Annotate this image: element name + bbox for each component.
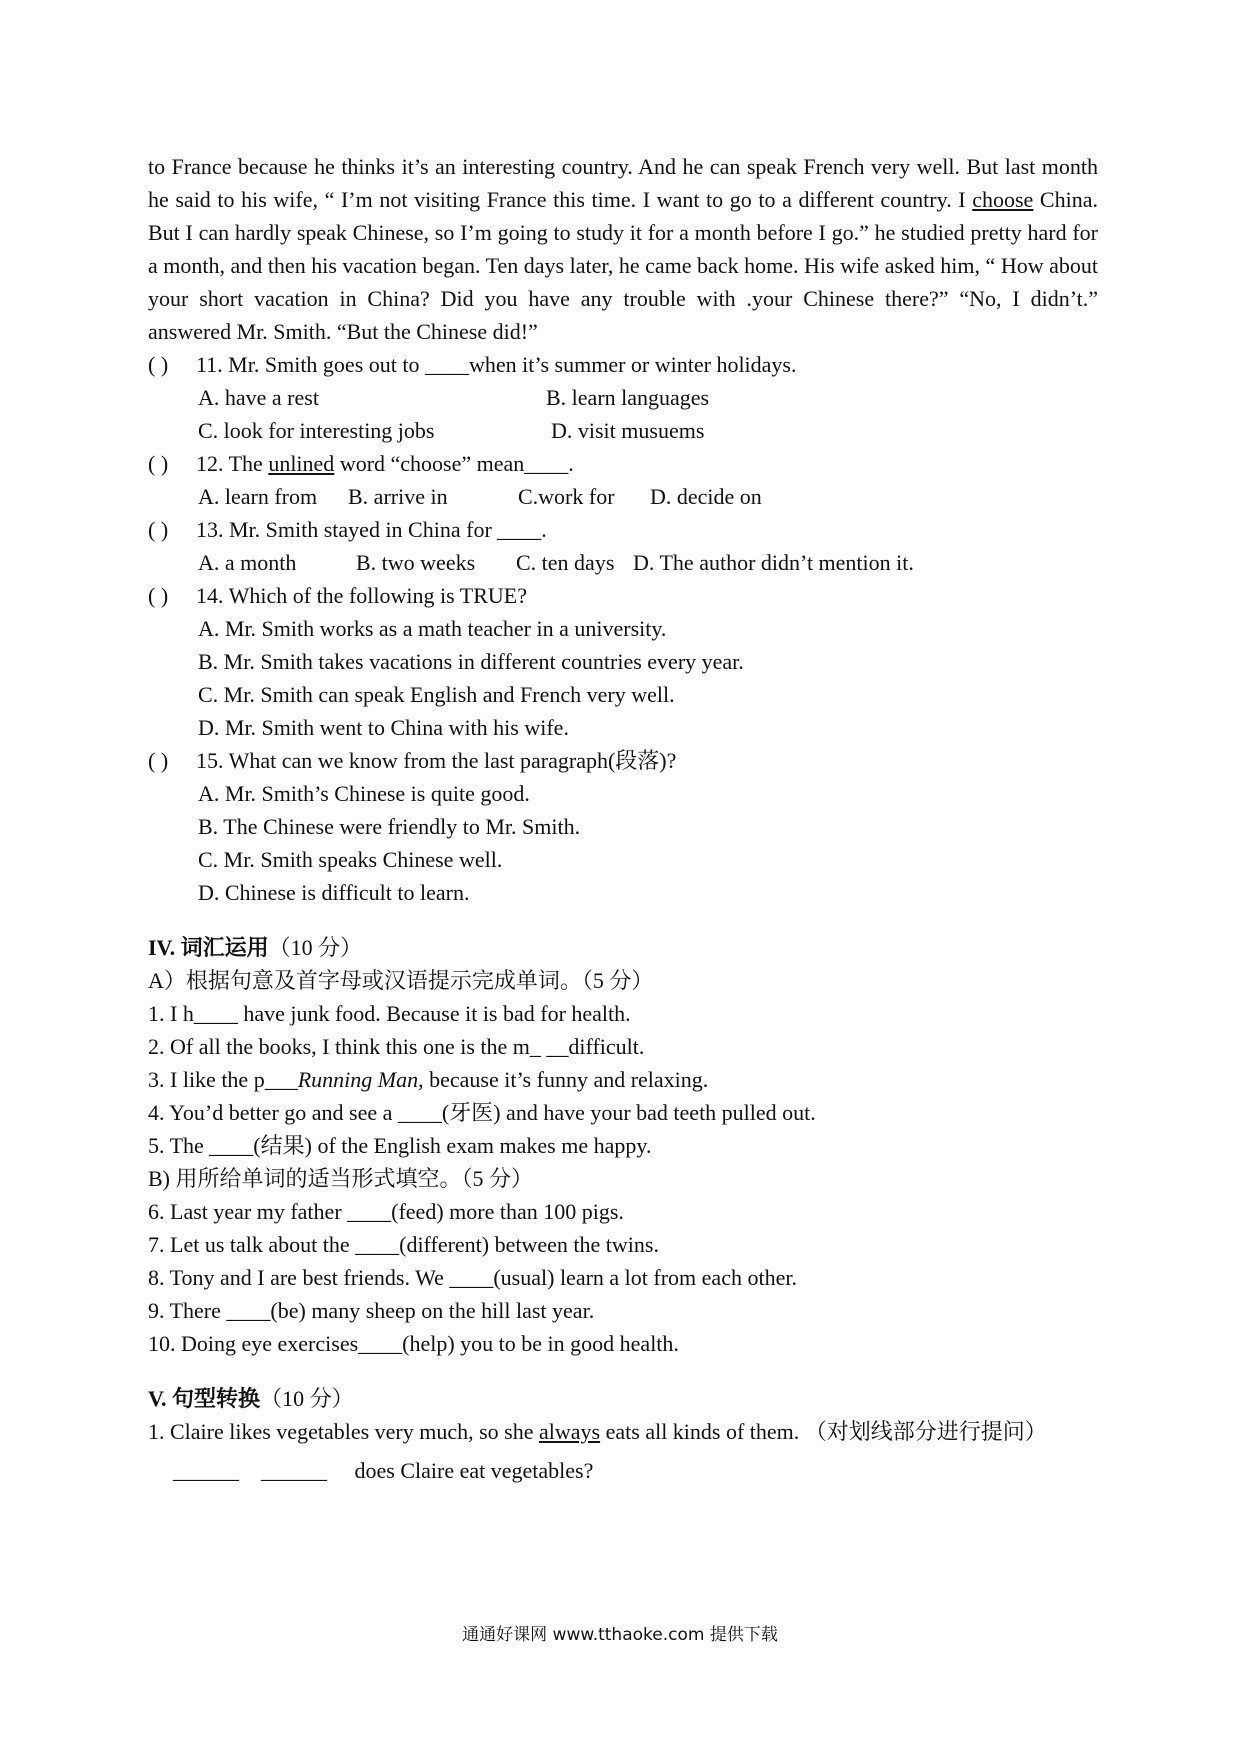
item-text: eats all kinds of them. （对划线部分进行提问）: [600, 1419, 1047, 1444]
underlined-word: always: [539, 1419, 601, 1444]
reading-passage: [148, 150, 1098, 348]
underlined-word: choose: [972, 187, 1034, 212]
option-d: D. visit musuems: [551, 418, 705, 443]
option-b: B. Mr. Smith takes vacations in different countries every year.: [198, 649, 744, 674]
page-footer: 通通好课网 www.tthaoke.com 提供下载: [462, 1625, 778, 1645]
option-b: B. learn languages: [546, 385, 710, 410]
item-text: because it’s funny and relaxing.: [423, 1067, 709, 1092]
option-c: C.work for: [518, 484, 615, 509]
answer-blank[interactable]: ( ): [148, 451, 169, 476]
question-text: [196, 447, 574, 480]
option-a: A. a month: [198, 550, 297, 575]
exercise-item: 4. You’d better go and see a ____(牙医) and have your bad teeth pulled out.: [148, 1100, 816, 1125]
exercise-item: 10. Doing eye exercises____(help) you to be in good health.: [148, 1331, 679, 1356]
part-a-instruction: A）根据句意及首字母或汉语提示完成单词。（5 分）: [148, 968, 654, 993]
part-b-instruction: B) 用所给单词的适当形式填空。（5 分）: [148, 1166, 534, 1191]
exercise-item: 7. Let us talk about the ____(different) between the twins.: [148, 1232, 659, 1257]
exercise-item: 5. The ____(结果) of the English exam makes me happy.: [148, 1133, 652, 1158]
option-d: D. Chinese is difficult to learn.: [198, 880, 470, 905]
options-row: [148, 414, 1098, 447]
exercise-item: 2. Of all the books, I think this one is the m_ __difficult.: [148, 1034, 645, 1059]
exercise-item: [148, 1415, 1098, 1448]
question-text-part: word “choose” mean____.: [334, 451, 574, 476]
option-a: A. Mr. Smith’s Chinese is quite good.: [198, 781, 530, 806]
answer-line: ______ ______ does Claire eat vegetables?: [173, 1458, 594, 1483]
passage-paragraph: [148, 150, 1098, 348]
option-b: B. arrive in: [348, 484, 448, 509]
passage-text: to France because he thinks it’s an interesting country. And he can speak French very well. But last month he said to his wife, “ I’m not visiting France this time. I want to go to a different country. I: [148, 154, 1098, 212]
option-d: D. decide on: [650, 484, 762, 509]
answer-blank[interactable]: ( ): [148, 517, 169, 542]
section-title: V. 句型转换: [148, 1386, 261, 1411]
question-11: [148, 348, 1098, 381]
option-a: A. have a rest: [198, 385, 319, 410]
item-text: 1. Claire likes vegetables very much, so she: [148, 1419, 540, 1444]
question-text: 15. What can we know from the last paragraph(段落)?: [196, 748, 677, 773]
options-row: [148, 381, 1098, 414]
underlined-word: unlined: [268, 451, 335, 476]
exercise-item: [148, 1063, 1098, 1096]
question-12: [148, 447, 1098, 480]
option-b: B. two weeks: [356, 550, 476, 575]
options-list: [148, 777, 1098, 909]
question-text: 13. Mr. Smith stayed in China for ____.: [196, 517, 547, 542]
option-b: B. The Chinese were friendly to Mr. Smith.: [198, 814, 581, 839]
section-points: （10 分）: [268, 935, 363, 960]
option-c: C. ten days: [516, 550, 615, 575]
option-c: C. Mr. Smith can speak English and French very well.: [198, 682, 675, 707]
exercise-item: 8. Tony and I are best friends. We ____(usual) learn a lot from each other.: [148, 1265, 797, 1290]
option-a: A. Mr. Smith works as a math teacher in a university.: [198, 616, 667, 641]
option-a: A. learn from: [198, 484, 318, 509]
option-c: C. Mr. Smith speaks Chinese well.: [198, 847, 503, 872]
options-list: [148, 612, 1098, 744]
section-heading: [148, 1382, 1098, 1415]
options-row: [148, 480, 1098, 513]
exam-page: [148, 150, 1098, 1487]
question-text-part: 12. The: [196, 451, 269, 476]
exercise-item: 6. Last year my father ____(feed) more than 100 pigs.: [148, 1199, 624, 1224]
option-d: D. The author didn’t mention it.: [633, 550, 914, 575]
answer-blank[interactable]: ( ): [148, 352, 169, 377]
option-c: C. look for interesting jobs: [198, 418, 435, 443]
answer-blank[interactable]: ( ): [148, 748, 169, 773]
question-text: 14. Which of the following is TRUE?: [196, 583, 527, 608]
exercise-item: 1. I h____ have junk food. Because it is bad for health.: [148, 1001, 631, 1026]
section-points: （10 分）: [260, 1386, 354, 1411]
section-heading: [148, 931, 1098, 964]
option-d: D. Mr. Smith went to China with his wife.: [198, 715, 569, 740]
question-15: [148, 744, 1098, 777]
question-13: [148, 513, 1098, 546]
options-row: [148, 546, 1098, 579]
item-text: 3. I like the p___: [148, 1067, 298, 1092]
question-text: 11. Mr. Smith goes out to ____when it’s summer or winter holidays.: [196, 352, 797, 377]
italic-title: Running Man,: [297, 1067, 424, 1092]
answer-blank[interactable]: ( ): [148, 583, 169, 608]
passage-text: China. But I can hardly speak Chinese, so I’m going to study it for a month before I go.” he studied pretty hard for a month, and then his vacation began. Ten days later, he came back home. His wife asked him, “ How about your short vacation in China? Did you have any trouble with .your Chinese there?” “No, I didn’t.” answered Mr. Smith. “But the Chinese did!”: [148, 187, 1098, 344]
exercise-item: 9. There ____(be) many sheep on the hill last year.: [148, 1298, 595, 1323]
question-14: [148, 579, 1098, 612]
section-title: IV. 词汇运用: [148, 935, 269, 960]
